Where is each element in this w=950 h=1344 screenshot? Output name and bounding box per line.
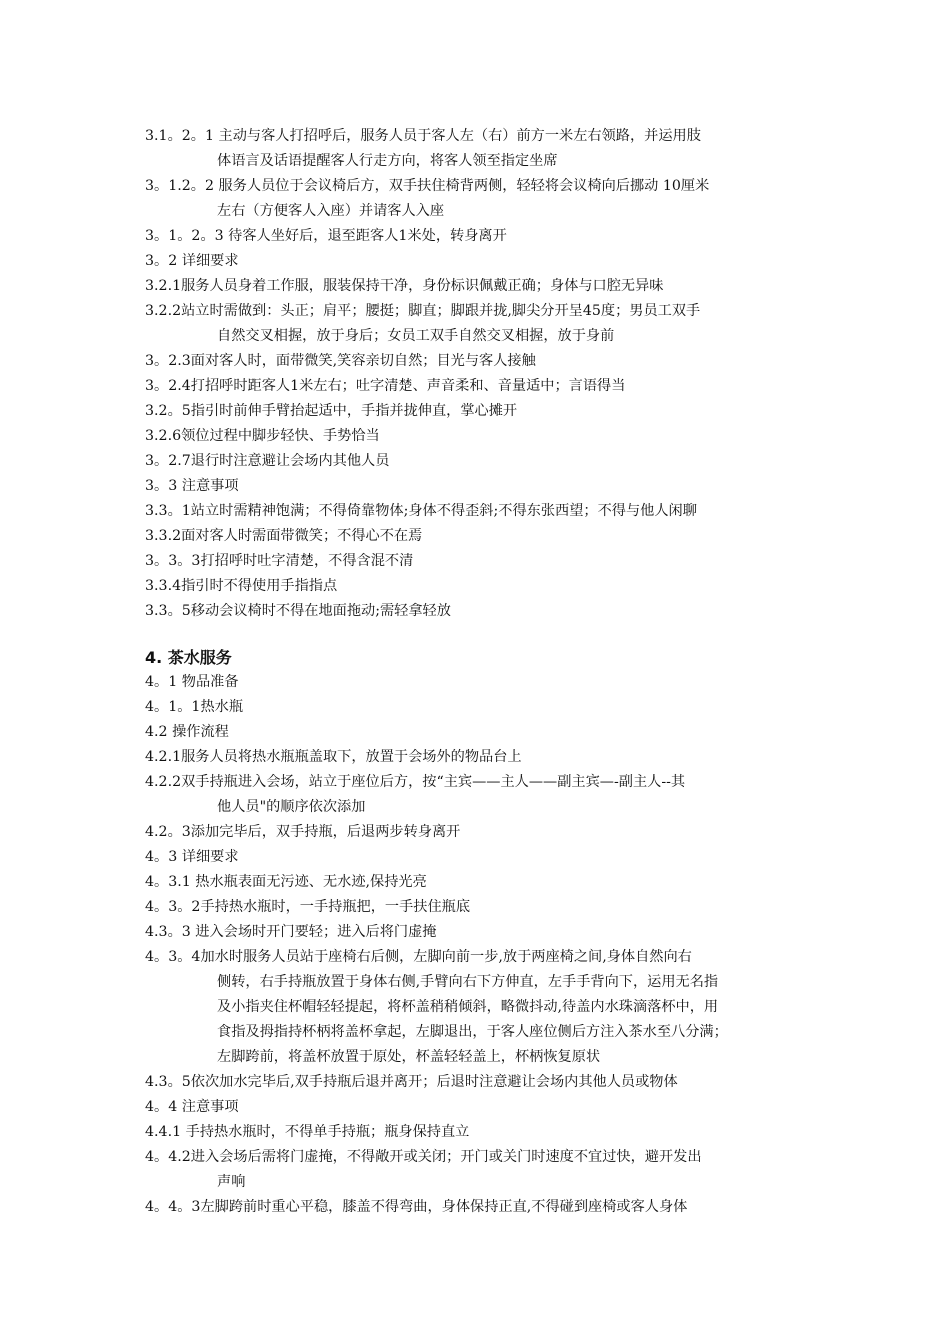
paragraph-continuation-line: 食指及拇指持杯柄将盖杯拿起，左脚退出，于客人座位侧后方注入茶水至八分满；: [217, 1024, 728, 1040]
paragraph-continuation-line: 及小指夹住杯帽轻轻提起，将杯盖稍稍倾斜，略微抖动,待盖内水珠滴落杯中，用: [217, 999, 719, 1015]
paragraph-continuation-line: 左脚跨前，将盖杯放置于原处，杯盖轻轻盖上，杯柄恢复原状: [217, 1049, 601, 1065]
paragraph-line: 3.2.1服务人员身着工作服，服装保持干净，身份标识佩戴正确；身体与口腔无异味: [145, 278, 664, 294]
paragraph-continuation-line: 自然交叉相握，放于身后；女员工双手自然交叉相握，放于身前: [217, 328, 615, 344]
paragraph-continuation-line: 他人员"的顺序依次添加: [217, 799, 366, 815]
paragraph-line: 4。1。1热水瓶: [145, 699, 244, 715]
paragraph-line: 3。2.7退行时注意避让会场内其他人员: [145, 453, 390, 469]
paragraph-line: 4.3。3 进入会场时开门要轻；进入后将门虚掩: [145, 924, 437, 940]
paragraph-line: 3。1。2。3 待客人坐好后，退至距客人1米处，转身离开: [145, 228, 507, 244]
paragraph-line: 4。3。4加水时服务人员站于座椅右后侧，左脚向前一步,放于两座椅之间,身体自然向右: [145, 949, 692, 965]
paragraph-line: 3。1.2。2 服务人员位于会议椅后方，双手扶住椅背两侧，轻轻将会议椅向后挪动 10厘米: [145, 178, 710, 194]
paragraph-line: 3.3。1站立时需精神饱满；不得倚靠物体;身体不得歪斜;不得东张西望；不得与他人闲聊: [145, 503, 697, 519]
paragraph-line: 3。2.4打招呼时距客人1米左右；吐字清楚、声音柔和、音量适中；言语得当: [145, 378, 626, 394]
paragraph-line: 4。4 注意事项: [145, 1099, 239, 1115]
paragraph-line: 4。3.1 热水瓶表面无污迹、无水迹,保持光亮: [145, 874, 427, 890]
paragraph-continuation-line: 声响: [217, 1174, 246, 1190]
paragraph-line: 4.3。5依次加水完毕后,双手持瓶后退并离开；后退时注意避让会场内其他人员或物体: [145, 1074, 678, 1090]
paragraph-line: 4.2.1服务人员将热水瓶瓶盖取下，放置于会场外的物品台上: [145, 749, 522, 765]
paragraph-line: 3.3。5移动会议椅时不得在地面拖动;需轻拿轻放: [145, 603, 451, 619]
paragraph-line: 4.2。3添加完毕后，双手持瓶，后退两步转身离开: [145, 824, 461, 840]
paragraph-line: 3.3.2面对客人时需面带微笑；不得心不在焉: [145, 528, 423, 544]
paragraph-line: 4.4.1 手持热水瓶时，不得单手持瓶；瓶身保持直立: [145, 1124, 470, 1140]
section-4-block: [145, 670, 815, 1220]
paragraph-line: 3.3.4指引时不得使用手指指点: [145, 578, 338, 594]
paragraph-line: 4。3 详细要求: [145, 849, 239, 865]
paragraph-continuation-line: 左右（方便客人入座）并请客人入座: [217, 203, 445, 219]
paragraph-continuation-line: 体语言及话语提醒客人行走方向，将客人领至指定坐席: [217, 153, 558, 169]
paragraph-line: 3.2.2站立时需做到：头正；肩平；腰挺；脚直；脚跟并拢,脚尖分开呈45度；男员工双手: [145, 303, 701, 319]
section-3-block: [145, 124, 815, 624]
paragraph-line: 3.2。5指引时前伸手臂抬起适中，手指并拢伸直，掌心摊开: [145, 403, 518, 419]
paragraph-line: 3.2.6领位过程中脚步轻快、手势恰当: [145, 428, 380, 444]
paragraph-line: 4.2.2双手持瓶进入会场，站立于座位后方，按“主宾——主人——副主宾—-副主人--其: [145, 774, 686, 790]
paragraph-line: 3。2.3面对客人时，面带微笑,笑容亲切自然；目光与客人接触: [145, 353, 536, 369]
paragraph-continuation-line: 侧转，右手持瓶放置于身体右侧,手臂向右下方伸直，左手手背向下，运用无名指: [217, 974, 719, 990]
paragraph-line: 4。3。2手持热水瓶时，一手持瓶把，一手扶住瓶底: [145, 899, 471, 915]
paragraph-line: 4.2 操作流程: [145, 724, 229, 740]
paragraph-line: 3。2 详细要求: [145, 253, 239, 269]
paragraph-line: 3。3 注意事项: [145, 478, 239, 494]
paragraph-line: 4。1 物品准备: [145, 674, 239, 690]
paragraph-line: 3。3。3打招呼时吐字清楚，不得含混不清: [145, 553, 414, 569]
document-page: [145, 124, 815, 1220]
section-4-heading: 4. 茶水服务: [145, 648, 232, 667]
paragraph-line: 3.1。2。1 主动与客人打招呼后，服务人员于客人左（右）前方一米左右领路，并运用肢: [145, 128, 701, 144]
paragraph-line: 4。4.2进入会场后需将门虚掩，不得敞开或关闭；开门或关门时速度不宜过快，避开发出: [145, 1149, 702, 1165]
paragraph-line: 4。4。3左脚跨前时重心平稳，膝盖不得弯曲，身体保持正直,不得碰到座椅或客人身体: [145, 1199, 688, 1215]
